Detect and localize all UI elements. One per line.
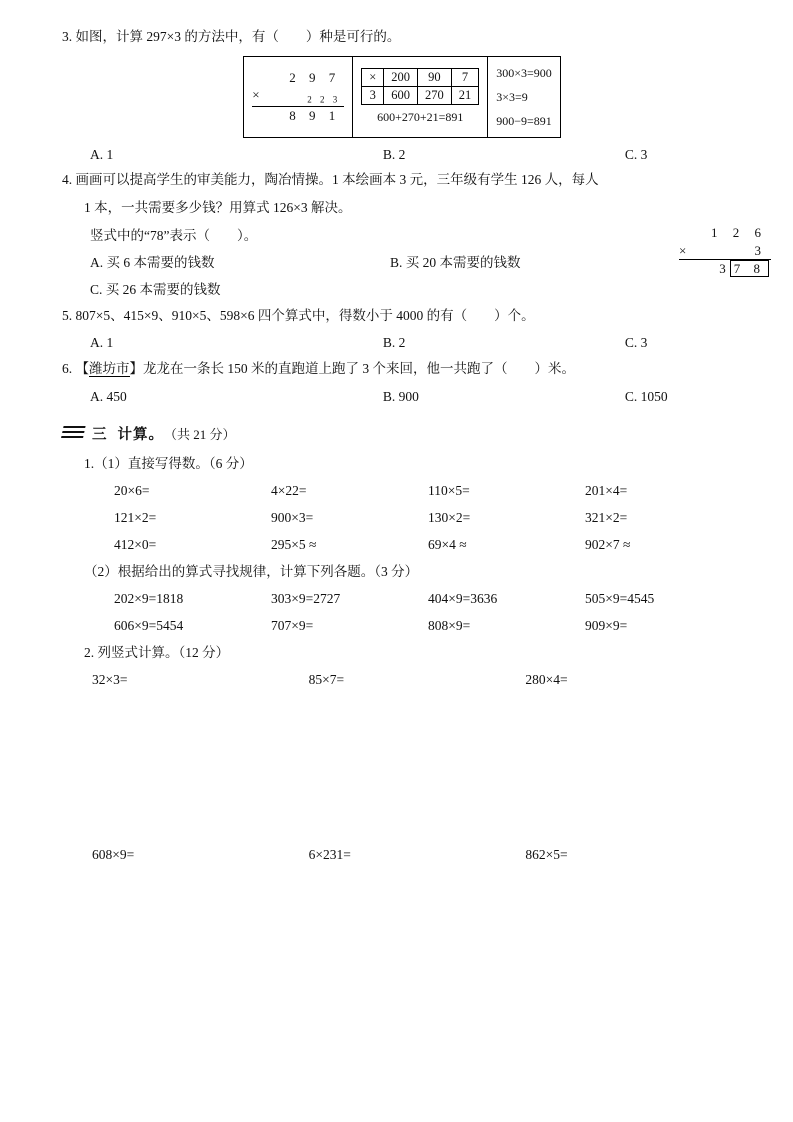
option-a[interactable]: A. 1 — [90, 335, 114, 351]
section-marker-icon — [60, 426, 85, 441]
calc-row — [62, 612, 742, 639]
question-4-line-2: 1 本，一共需要多少钱？用算式 126×3 解决。 — [84, 199, 352, 215]
calc-item: 808×9= — [428, 618, 471, 634]
multiply-sign: × — [679, 242, 687, 258]
vertical-calc-row — [62, 841, 742, 868]
grid-value-row: 3 600 270 21 — [362, 87, 479, 105]
calc-item: 85×7= — [308, 672, 345, 688]
option-c[interactable]: C. 3 — [624, 146, 648, 162]
calc-item: 404×9=3636 — [428, 591, 498, 607]
option-a[interactable]: A. 1 — [90, 146, 114, 162]
question-6-text — [62, 356, 742, 382]
calc-item: 608×9= — [92, 847, 135, 863]
option-b[interactable]: B. 2 — [382, 335, 406, 351]
calc-item: 606×9=5454 — [114, 618, 184, 634]
question-6-options — [62, 384, 742, 410]
section-score: （共 21 分） — [164, 427, 236, 443]
work-space — [62, 693, 742, 841]
question-6-number: 6. — [62, 361, 73, 377]
calc-item: 280×4= — [525, 672, 568, 688]
calc-item: 130×2= — [428, 510, 471, 526]
option-b[interactable]: B. 900 — [382, 388, 419, 404]
calc-item: 32×3= — [92, 672, 128, 688]
figure-cell-steps — [488, 56, 561, 137]
figure-cell-grid — [353, 56, 488, 137]
step-line-3: 900−9=891 — [496, 113, 552, 128]
calc-item: 909×9= — [585, 618, 628, 634]
question-3-text: 3. 如图，计算 297×3 的方法中，有（ ）种是可行的。 — [62, 29, 401, 44]
question-3-figure — [62, 56, 742, 138]
part-3-label: 2. 列竖式计算。（12 分） — [84, 645, 230, 661]
calc-item: 303×9=2727 — [271, 591, 341, 607]
option-c[interactable]: C. 3 — [624, 335, 648, 351]
calc-item: 20×6= — [114, 483, 150, 499]
question-5-options — [62, 330, 742, 356]
section-3-header — [62, 423, 742, 444]
option-b[interactable]: B. 2 — [382, 146, 406, 162]
calc-item: 121×2= — [114, 510, 157, 526]
vertical-calculation: 2 9 7 × $_{2 2 3}$ 8 9 1 — [252, 69, 344, 125]
question-4-vertical-calculation — [679, 224, 771, 278]
calc-item: 900×3= — [271, 510, 314, 526]
calc-item: 707×9= — [271, 618, 314, 634]
step-line-2: 3×3=9 — [496, 89, 528, 104]
calc-item: 505×9=4545 — [585, 591, 655, 607]
part-1-label: 1.（1）直接写得数。（6 分） — [84, 456, 253, 472]
calc-item: 201×4= — [585, 483, 628, 499]
vertical-calc-row — [62, 666, 742, 693]
calc-item: 202×9=1818 — [114, 591, 184, 607]
calc-item: 110×5= — [428, 483, 470, 499]
option-a[interactable]: A. 买 6 本需要的钱数 — [90, 255, 215, 271]
question-4-options-row — [62, 250, 742, 276]
boxed-value: 7 8 — [730, 260, 769, 277]
calc-item: 69×4 ≈ — [428, 537, 467, 553]
calc-row — [62, 504, 742, 531]
calc-row — [62, 585, 742, 612]
grid-header-row: × 200 90 7 — [362, 69, 479, 87]
option-c[interactable]: C. 买 26 本需要的钱数 — [90, 281, 221, 297]
option-b[interactable]: B. 买 20 本需要的钱数 — [390, 255, 521, 271]
calc-item: 295×5 ≈ — [271, 537, 317, 553]
grid-sum-line: 600+270+21=891 — [377, 110, 464, 125]
part-2-label: （2）根据给出的算式寻找规律，计算下列各题。（3 分） — [84, 564, 419, 580]
question-6-body: 龙龙在一条长 150 米的直跑道上跑了 3 个来回，他一共跑了（ ）米。 — [143, 361, 575, 377]
calc-item: 6×231= — [308, 847, 351, 863]
question-4-line-1: 4. 画画可以提高学生的审美能力，陶冶情操。1 本绘画本 3 元，三年级有学生 126 人，每人 — [62, 172, 599, 188]
vertical-row-2: × 3 — [679, 242, 771, 261]
vertical-row-1: 1 2 6 — [711, 225, 767, 240]
section-number: 三 — [92, 427, 108, 444]
lead-digit: 3 — [719, 261, 726, 277]
calc-item: 4×22= — [271, 483, 307, 499]
question-6-tag: 【潍坊市】 — [75, 361, 143, 377]
calc-row — [62, 531, 742, 558]
calc-item: 902×7 ≈ — [585, 537, 631, 553]
question-5-text: 5. 807×5、415×9、910×5、598×6 四个算式中，得数小于 4000 的有（ ）个。 — [62, 307, 535, 323]
step-line-1: 300×3=900 — [496, 65, 552, 80]
multiplication-grid — [361, 68, 479, 105]
multiply-sign: × — [252, 87, 260, 103]
option-a[interactable]: A. 450 — [90, 388, 127, 404]
worksheet-body — [62, 24, 742, 868]
section-title: 计算。 — [117, 427, 164, 444]
figure-cell-vertical — [244, 56, 353, 137]
calc-row — [62, 477, 742, 504]
calc-item: 862×5= — [525, 847, 568, 863]
question-3-options — [62, 142, 742, 168]
calc-item: 412×0= — [114, 537, 157, 553]
option-c[interactable]: C. 1050 — [624, 388, 668, 404]
calc-item: 321×2= — [585, 510, 628, 526]
vertical-row-3 — [679, 260, 771, 278]
question-4-line-3: 竖式中的“78”表示（ ）。 — [90, 227, 258, 243]
